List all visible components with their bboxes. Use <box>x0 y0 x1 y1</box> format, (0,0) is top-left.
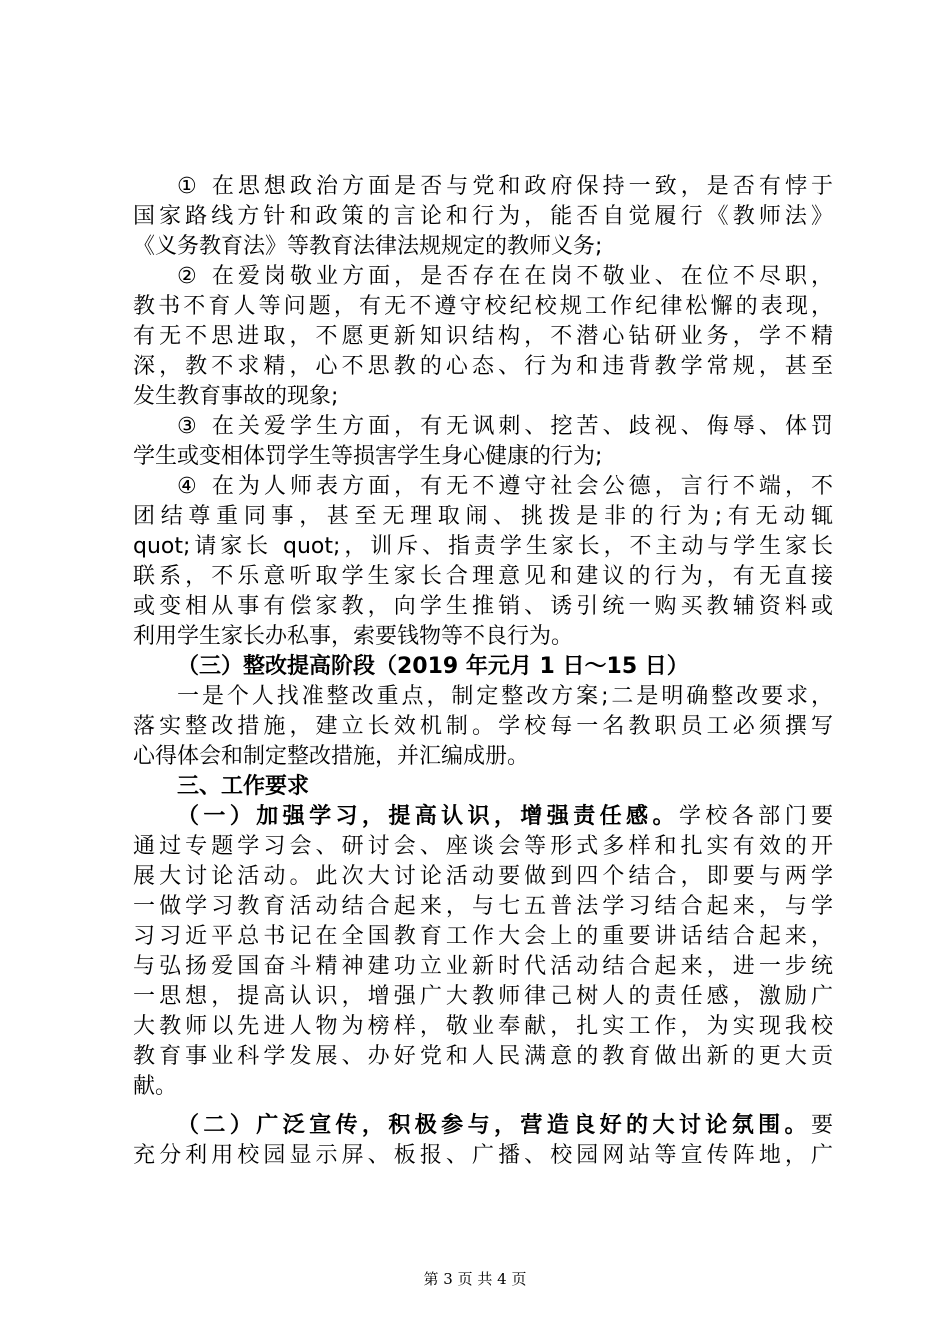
text-line: ③ 在关爱学生方面，有无讽刺、挖苦、歧视、侮辱、体罚 <box>177 414 833 439</box>
text-line: 三、工作要求 <box>177 774 310 799</box>
text-line: 深，教不求精，心不思教的心态、行为和违背教学常规，甚至 <box>133 354 833 379</box>
text-line: 大教师以先进人物为榜样，敬业奉献，扎实工作，为实现我校 <box>133 1014 833 1039</box>
text-line: ① 在思想政治方面是否与党和政府保持一致，是否有悖于 <box>177 174 833 199</box>
text-line: 教书不育人等问题，有无不遵守校纪校规工作纪律松懈的表现， <box>133 294 833 319</box>
text-line: 一是个人找准整改重点，制定整改方案;二是明确整改要求， <box>177 684 833 709</box>
text-line: 与弘扬爱国奋斗精神建功立业新时代活动结合起来，进一步统 <box>133 954 833 979</box>
text-line: （三）整改提高阶段（2019 年元月 1 日～15 日） <box>177 654 689 679</box>
text-line: quot;请家长 quot;，训斥、指责学生家长，不主动与学生家长 <box>133 534 833 559</box>
line-text: 要 <box>810 1113 833 1138</box>
text-line: 有无不思进取，不愿更新知识结构，不潜心钻研业务，学不精 <box>133 324 833 349</box>
text-line: 团结尊重同事，甚至无理取闹、挑拨是非的行为;有无动辄 <box>133 504 833 529</box>
text-line: 一做学习教育活动结合起来，与七五普法学习结合起来，与学 <box>133 894 833 919</box>
text-line <box>133 1111 833 1141</box>
text-line: 联系，不乐意听取学生家长合理意见和建议的行为，有无直接 <box>133 564 833 589</box>
text-line: 或变相从事有偿家教，向学生推销、诱引统一购买教辅资料或 <box>133 594 833 619</box>
text-line <box>133 802 833 832</box>
bold-lead-in: （一）加强学习，提高认识，增强责任感。 <box>177 804 679 829</box>
line-text: 学校各部门要 <box>678 804 833 829</box>
text-line: 展大讨论活动。此次大讨论活动要做到四个结合，即要与两学 <box>133 864 833 889</box>
text-line: 《义务教育法》等教育法律法规规定的教师义务; <box>133 234 603 259</box>
text-line: 一思想，提高认识，增强广大教师律己树人的责任感，激励广 <box>133 984 833 1009</box>
text-line: 国家路线方针和政策的言论和行为，能否自觉履行《教师法》 <box>133 204 833 229</box>
page-footer: 第 3 页 共 4 页 <box>423 1270 527 1288</box>
text-line: 发生教育事故的现象; <box>133 384 339 409</box>
text-line: 教育事业科学发展、办好党和人民满意的教育做出新的更大贡 <box>133 1044 833 1069</box>
text-line: 心得体会和制定整改措施，并汇编成册。 <box>133 744 530 769</box>
text-line: 学生或变相体罚学生等损害学生身心健康的行为; <box>133 444 603 469</box>
text-line: 落实整改措施，建立长效机制。学校每一名教职员工必须撰写 <box>133 714 833 739</box>
bold-lead-in: （二）广泛宣传，积极参与，营造良好的大讨论氛围。 <box>177 1113 811 1138</box>
text-line: 习习近平总书记在全国教育工作大会上的重要讲话结合起来， <box>133 924 833 949</box>
text-line: ② 在爱岗敬业方面，是否存在在岗不敬业、在位不尽职， <box>177 264 833 289</box>
text-line: ④ 在为人师表方面，有无不遵守社会公德，言行不端，不 <box>177 474 833 499</box>
text-line: 通过专题学习会、研讨会、座谈会等形式多样和扎实有效的开 <box>133 834 833 859</box>
text-line: 利用学生家长办私事，索要钱物等不良行为。 <box>133 624 574 649</box>
document-body <box>133 172 833 1171</box>
text-line: 充分利用校园显示屏、板报、广播、校园网站等宣传阵地，广 <box>133 1143 833 1168</box>
text-line: 献。 <box>133 1074 178 1099</box>
